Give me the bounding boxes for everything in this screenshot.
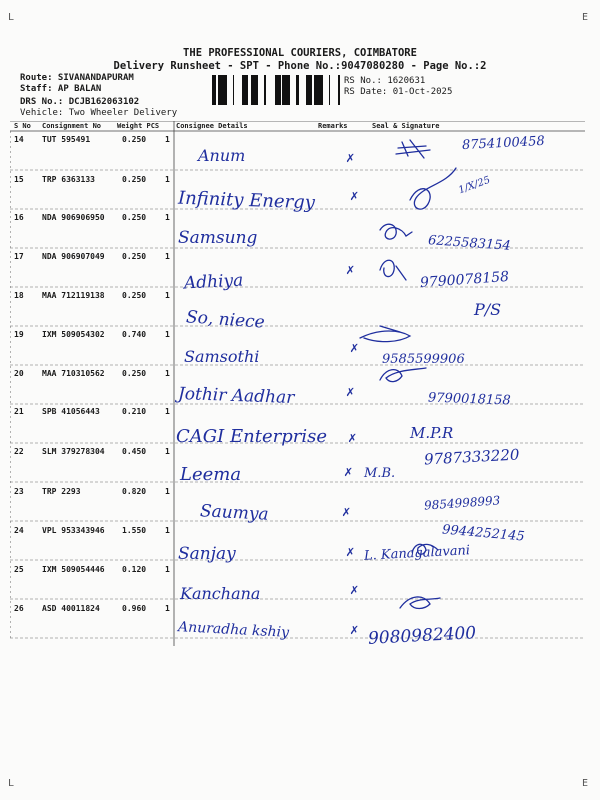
row-sno: 24: [14, 526, 24, 535]
row-consignment: MAA 712119138: [42, 291, 105, 300]
barcode-bar: [288, 75, 290, 105]
barcode-bar: [278, 75, 281, 105]
route-label: Route: SIVANANDAPURAM: [20, 73, 134, 83]
signature-stroke: [380, 224, 412, 239]
barcode-bar: [317, 75, 318, 105]
handwritten-phone: 9585599906: [382, 352, 465, 367]
row-pcs: 1: [165, 447, 170, 456]
row-consignment: NDA 906907049: [42, 252, 105, 261]
column-header-weight-pcs: Weight PCS: [117, 122, 160, 130]
barcode-bar: [222, 75, 224, 105]
handwritten-phone: 9790078158: [419, 268, 510, 292]
corner-mark-tr: E: [582, 12, 589, 23]
barcode-bar: [306, 75, 308, 105]
row-consignment: VPL 953343946: [42, 526, 105, 535]
handwritten-consignee-name: CAGI Enterprise: [176, 426, 327, 447]
handwritten-phone: 9790018158: [427, 390, 511, 409]
row-weight: 0.210: [122, 407, 147, 416]
signature-stroke: [410, 168, 456, 209]
barcode-bar: [320, 75, 323, 105]
row-consignment: TUT 595491: [42, 135, 91, 144]
handwritten-note: P/S: [474, 300, 502, 319]
staff-label: Staff: AP BALAN: [20, 84, 102, 94]
row-sno: 16: [14, 213, 24, 222]
handwritten-consignee-name: Leema: [180, 464, 242, 485]
row-consignment: TRP 2293: [42, 487, 81, 496]
handwritten-consignee-name: So, niece: [185, 307, 266, 333]
row-sno: 17: [14, 252, 24, 261]
corner-mark-tl: L: [8, 12, 15, 23]
row-consignment: MAA 710310562: [42, 369, 105, 378]
barcode-bar: [218, 75, 221, 105]
barcode-bar: [254, 75, 257, 105]
row-sno: 19: [14, 330, 24, 339]
signature-stroke: [360, 326, 410, 342]
barcode-bar: [224, 75, 227, 105]
row-weight: 0.450: [122, 447, 147, 456]
handwritten-consignee-name: Saumya: [199, 501, 270, 525]
barcode-bar: [338, 75, 340, 105]
column-header-consignee: Consignee Details: [176, 122, 248, 130]
signature-stroke: [412, 544, 438, 554]
row-sno: 15: [14, 175, 24, 184]
remark-tick-icon: ✗: [350, 622, 359, 638]
handwritten-note: M.B.: [364, 466, 396, 481]
barcode-bar: [233, 75, 234, 105]
row-consignment: TRP 6363133: [42, 175, 95, 184]
column-header-sno: S No: [14, 122, 31, 130]
signature-scribbles: [350, 130, 590, 650]
handwritten-phone: 8754100458: [461, 133, 546, 154]
handwritten-consignee-name: Sanjay: [178, 544, 236, 564]
column-header-consignment: Consignment No: [42, 122, 102, 130]
row-sno: 14: [14, 135, 24, 144]
barcode-bar: [246, 75, 248, 105]
row-sno: 18: [14, 291, 24, 300]
handwritten-note: L. Kanagalavani: [363, 543, 471, 564]
row-weight: 0.120: [122, 565, 147, 574]
handwritten-consignee-name: Samsothi: [184, 347, 260, 366]
barcode-bar: [282, 75, 284, 105]
barcode-bar: [296, 75, 299, 105]
handwritten-consignee-name: Samsung: [178, 228, 258, 248]
row-pcs: 1: [165, 135, 170, 144]
handwritten-phone: 9080982400: [367, 623, 477, 649]
row-consignment: IXM 509054302: [42, 330, 105, 339]
handwritten-note: M.P.R: [410, 424, 454, 442]
row-consignment: ASD 40011824: [42, 604, 100, 613]
barcode-bar: [308, 75, 311, 105]
barcode-bar: [221, 75, 222, 105]
column-header-remarks: Remarks: [318, 122, 348, 130]
handwritten-phone: 9854998993: [423, 493, 501, 513]
barcode-image: [212, 75, 340, 105]
handwritten-consignee-name: Jothir Aadhar: [177, 383, 295, 409]
row-pcs: 1: [165, 565, 170, 574]
barcode-bar: [276, 75, 278, 105]
row-pcs: 1: [165, 252, 170, 261]
barcode-bar: [212, 75, 215, 105]
row-weight: 0.250: [122, 291, 147, 300]
row-weight: 0.250: [122, 175, 147, 184]
row-pcs: 1: [165, 213, 170, 222]
barcode-bar: [252, 75, 254, 105]
document-title: THE PROFESSIONAL COURIERS, COIMBATORE: [183, 47, 417, 59]
row-weight: 0.250: [122, 369, 147, 378]
handwritten-date-note: 1/X/25: [457, 174, 492, 197]
signature-stroke: [396, 140, 430, 158]
row-weight: 0.960: [122, 604, 147, 613]
row-consignment: NDA 906906950: [42, 213, 105, 222]
remark-tick-icon: ✗: [346, 150, 355, 166]
barcode-bar: [284, 75, 287, 105]
remark-tick-icon: ✗: [350, 188, 359, 204]
row-weight: 0.740: [122, 330, 147, 339]
row-pcs: 1: [165, 604, 170, 613]
remark-tick-icon: ✗: [346, 544, 355, 560]
handwritten-phone: 9944252145: [441, 522, 526, 545]
row-pcs: 1: [165, 407, 170, 416]
drs-label: DRS No.: DCJB162063102: [20, 97, 140, 107]
rs-no-label: RS No.: 1620631: [344, 76, 426, 86]
barcode-bar: [329, 75, 330, 105]
row-pcs: 1: [165, 526, 170, 535]
corner-mark-br: E: [582, 778, 589, 789]
remark-tick-icon: ✗: [342, 504, 351, 520]
row-sno: 22: [14, 447, 24, 456]
row-pcs: 1: [165, 175, 170, 184]
remark-tick-icon: ✗: [346, 384, 355, 400]
barcode-bar: [314, 75, 317, 105]
vehicle-label: Vehicle: Two Wheeler Delivery: [20, 108, 178, 118]
barcode-bar: [251, 75, 252, 105]
barcode-bar: [311, 75, 312, 105]
remark-tick-icon: ✗: [346, 262, 355, 278]
row-consignment: SPB 41056443: [42, 407, 100, 416]
row-weight: 0.250: [122, 252, 147, 261]
barcode-bar: [287, 75, 288, 105]
signature-stroke: [380, 368, 426, 382]
handwritten-consignee-name: Anuradha kshiy: [177, 619, 290, 641]
row-pcs: 1: [165, 369, 170, 378]
handwritten-consignee-name: Infinity Energy: [177, 187, 316, 214]
barcode-bar: [275, 75, 276, 105]
row-consignment: SLM 379278304: [42, 447, 105, 456]
row-consignment: IXM 509054446: [42, 565, 105, 574]
row-pcs: 1: [165, 487, 170, 496]
remark-tick-icon: ✗: [344, 464, 353, 480]
rs-date-label: RS Date: 01-Oct-2025: [344, 87, 453, 97]
handwritten-consignee-name: Kanchana: [180, 584, 261, 603]
handwritten-consignee-name: Adhiya: [183, 270, 244, 294]
barcode-bar: [242, 75, 245, 105]
signature-stroke: [400, 597, 440, 609]
corner-mark-bl: L: [8, 778, 15, 789]
barcode-bar: [318, 75, 320, 105]
row-pcs: 1: [165, 291, 170, 300]
row-sno: 21: [14, 407, 24, 416]
signature-stroke: [380, 260, 406, 280]
handwritten-phone: 6225583154: [427, 233, 512, 254]
row-sno: 20: [14, 369, 24, 378]
row-sno: 26: [14, 604, 24, 613]
row-weight: 1.550: [122, 526, 147, 535]
row-weight: 0.820: [122, 487, 147, 496]
remark-tick-icon: ✗: [348, 430, 357, 446]
remark-tick-icon: ✗: [350, 340, 359, 356]
handwritten-phone: 9787333220: [423, 445, 520, 469]
row-sno: 25: [14, 565, 24, 574]
column-header-seal: Seal & Signature: [372, 122, 440, 130]
row-pcs: 1: [165, 330, 170, 339]
barcode-bar: [245, 75, 246, 105]
row-sno: 23: [14, 487, 24, 496]
document-subtitle: Delivery Runsheet - SPT - Phone No.:9047080280 - Page No.:2: [113, 60, 487, 72]
barcode-bar: [215, 75, 216, 105]
handwritten-consignee-name: Anum: [198, 146, 246, 165]
row-weight: 0.250: [122, 213, 147, 222]
remark-tick-icon: ✗: [350, 582, 359, 598]
barcode-bar: [264, 75, 266, 105]
row-weight: 0.250: [122, 135, 147, 144]
barcode-bar: [257, 75, 258, 105]
